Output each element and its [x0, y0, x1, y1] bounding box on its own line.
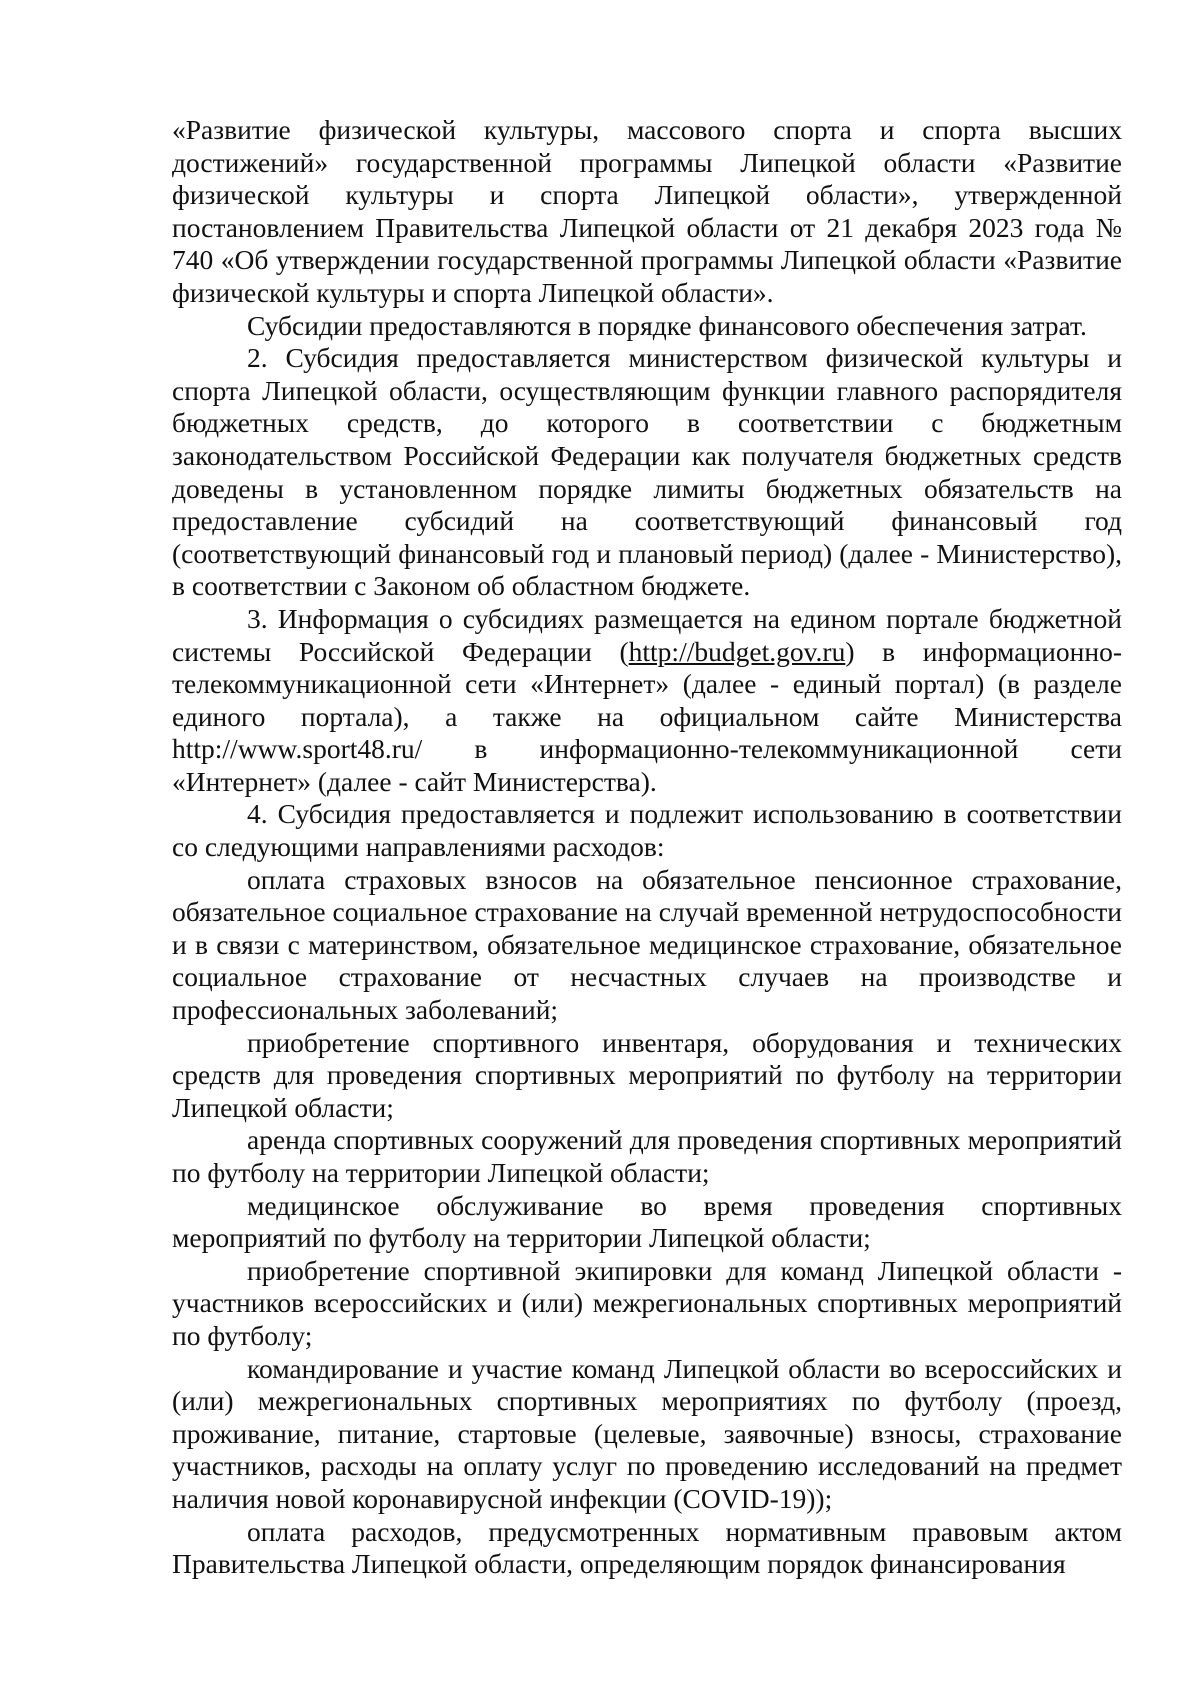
paragraph-item-3-text-after-link: ) в информационно-телекоммуникационной сети «Интернет» (далее - единый портал) (в разделе единого портала), а также на официальном сайте Министерства http://www.sport48.ru/ в информационно-телекоммуникационной сети «Интернет» (далее - сайт Министерства).	[172, 635, 1122, 797]
paragraph-equipment-purchase: приобретение спортивного инвентаря, оборудования и технических средств для проведения спортивных мероприятий по футболу на территории Липецкой области;	[172, 1026, 1122, 1123]
paragraph-program-reference: «Развитие физической культуры, массового спорта и спорта высших достижений» государственной программы Липецкой области «Развитие физической культуры и спорта Липецкой области», утвержденной постановлением Правительства Липецкой области от 21 декабря 2023 года № 740 «Об утверждении государственной программы Липецкой области «Развитие физической культуры и спорта Липецкой области».	[172, 114, 1122, 308]
budget-portal-link[interactable]: http://budget.gov.ru	[628, 635, 846, 667]
paragraph-medical-service: медицинское обслуживание во время проведения спортивных мероприятий по футболу на территории Липецкой области;	[172, 1189, 1122, 1254]
document-page	[172, 114, 1122, 1581]
paragraph-insurance-contributions: оплата страховых взносов на обязательное пенсионное страхование, обязательное социальное страхование на случай временной нетрудоспособности и в связи с материнством, обязательное медицинское страхование, обязательное социальное страхование от несчастных случаев на производстве и профессиональных заболеваний;	[172, 863, 1122, 1026]
paragraph-item-2-ministry: 2. Субсидия предоставляется министерством физической культуры и спорта Липецкой области, осуществляющим функции главного распорядителя бюджетных средств, до которого в соответствии с бюджетным законодательством Российской Федерации как получателя бюджетных средств доведены в установленном порядке лимиты бюджетных обязательств на предоставление субсидий на соответствующий финансовый год (соответствующий финансовый год и плановый период) (далее - Министерство), в соответствии с Законом об областном бюджете.	[172, 342, 1122, 602]
paragraph-team-gear: приобретение спортивной экипировки для команд Липецкой области - участников всероссийских и (или) межрегиональных спортивных мероприятий по футболу;	[172, 1254, 1122, 1351]
paragraph-facility-rental: аренда спортивных сооружений для проведения спортивных мероприятий по футболу на территории Липецкой области;	[172, 1124, 1122, 1188]
paragraph-item-4-directions: 4. Субсидия предоставляется и подлежит использованию в соответствии со следующими направлениями расходов:	[172, 798, 1122, 863]
paragraph-item-3-information	[172, 603, 1122, 799]
paragraph-subsidy-financing: Субсидии предоставляются в порядке финансового обеспечения затрат.	[247, 309, 1087, 341]
paragraph-item-3-text-before-link: 3. Информация о субсидиях размещается на едином портале бюджетной системы Российской Федерации (	[172, 602, 1122, 667]
paragraph-expenses-payment: оплата расходов, предусмотренных нормативным правовым актом Правительства Липецкой области, определяющим порядок финансирования	[172, 1515, 1122, 1580]
paragraph-team-travel: командирование и участие команд Липецкой области во всероссийских и (или) межрегиональных спортивных мероприятиях по футболу (проезд, проживание, питание, стартовые (целевые, заявочные) взносы, страхование участников, расходы на оплату услуг по проведению исследований на предмет наличия новой коронавирусной инфекции (COVID-19));	[172, 1352, 1122, 1514]
